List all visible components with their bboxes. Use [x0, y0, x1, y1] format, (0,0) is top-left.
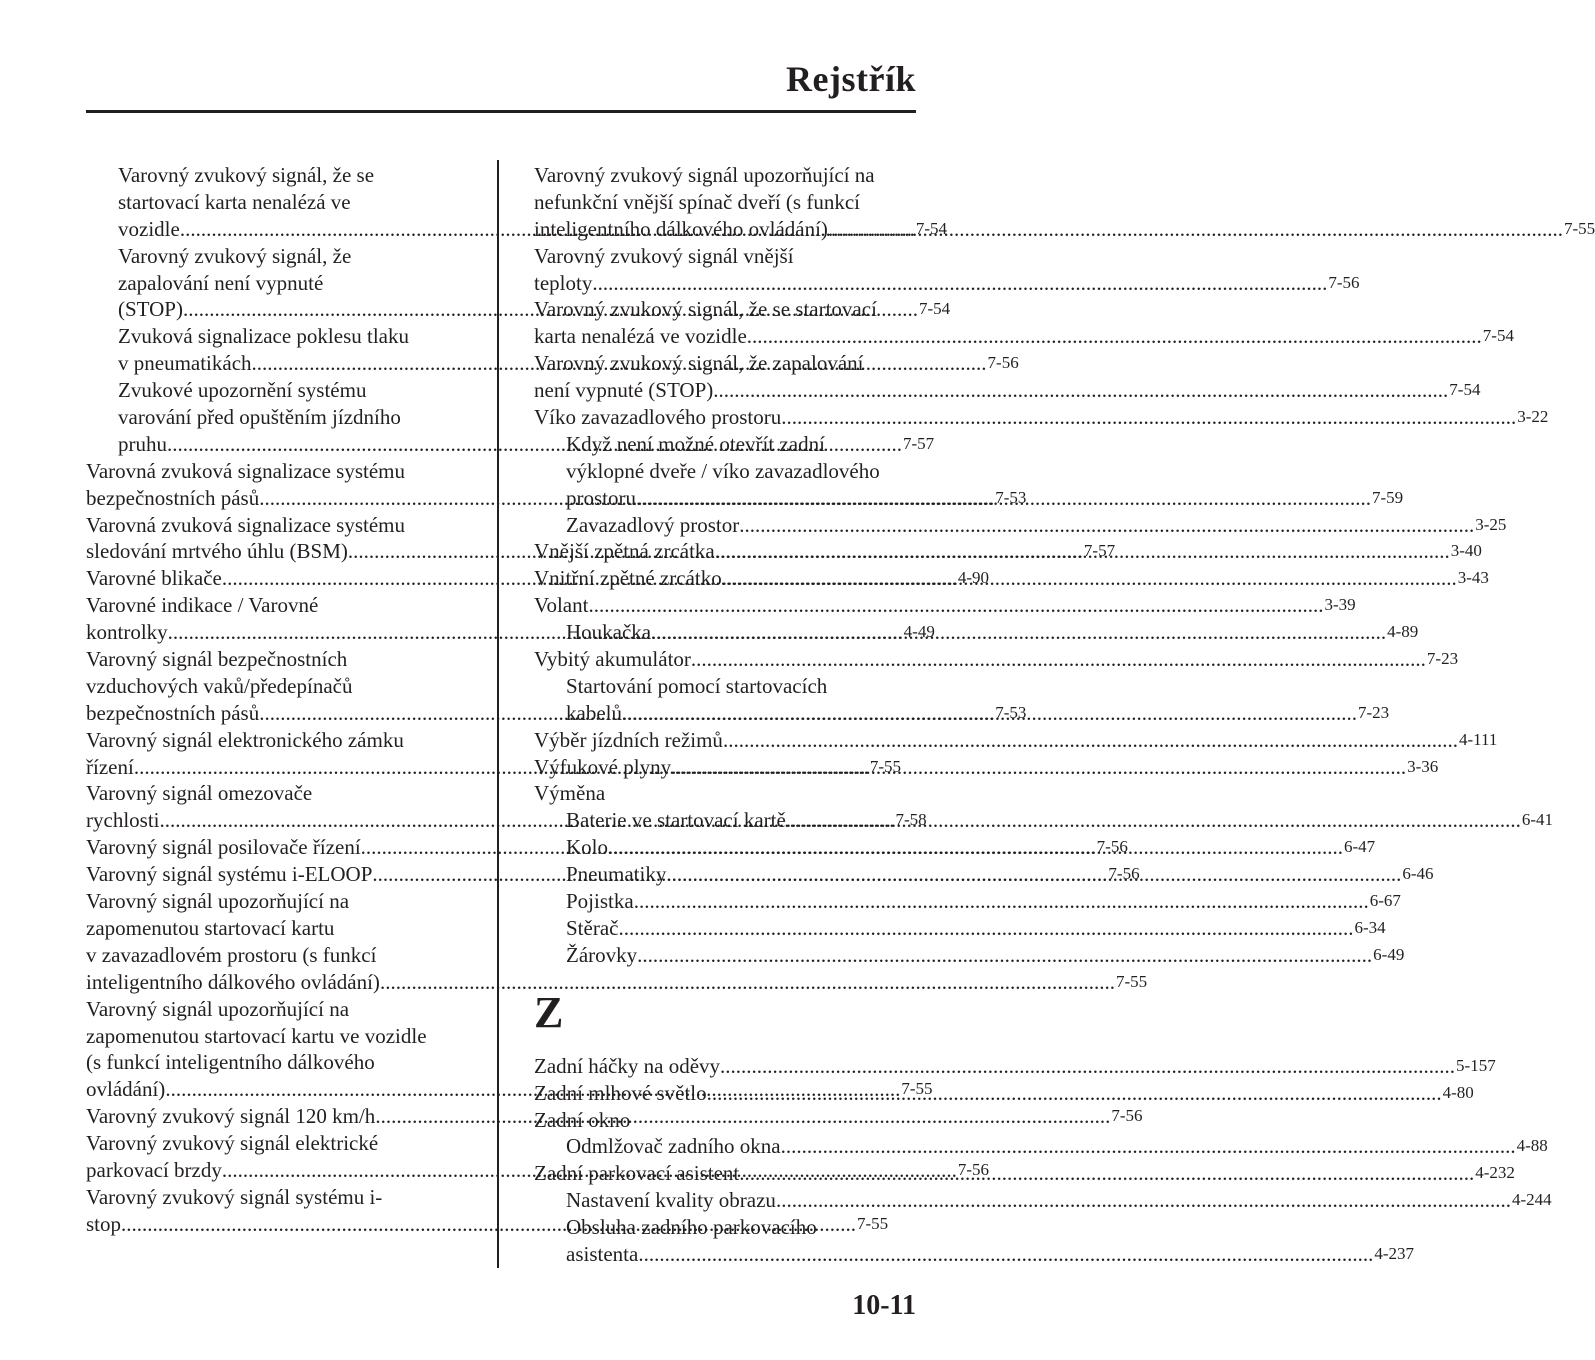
- entry-text: asistenta: [566, 1241, 639, 1266]
- entry-text: Víko zavazadlového prostoru: [534, 405, 782, 430]
- entry-text: není vypnuté (STOP): [534, 378, 714, 403]
- entry-text: bezpečnostních pásů: [86, 700, 260, 725]
- dot-leader: [634, 888, 1369, 915]
- entry-text: Žárovky: [566, 942, 638, 967]
- dot-leader: [715, 538, 1450, 565]
- page-number: 10-11: [852, 1290, 916, 1321]
- entry-text: nefunkční vnější spínač dveří (s funkcí: [534, 189, 860, 214]
- page-reference: 7-57: [903, 433, 935, 453]
- dot-leader: [776, 1187, 1511, 1214]
- entry-text: Zadní okno: [534, 1107, 631, 1132]
- entry-text: Zadní mlhové světlo: [534, 1080, 707, 1105]
- entry-text: inteligentního dálkového ovládání): [534, 216, 828, 241]
- page-reference: 6-34: [1354, 917, 1386, 937]
- index-entry: [534, 727, 1498, 754]
- entry-text: Baterie ve startovací kartě: [566, 808, 786, 833]
- entry-text: sledování mrtvého úhlu (BSM): [86, 539, 348, 564]
- dot-leader: [608, 834, 1343, 861]
- page-reference: 7-54: [918, 299, 951, 319]
- index-subentry: [534, 1133, 1548, 1160]
- entry-text: Varovný zvukový signál, že se startovací: [534, 297, 877, 322]
- page-reference: 6-67: [1369, 891, 1401, 911]
- index-entry: [534, 162, 912, 189]
- dot-leader: [739, 1160, 1474, 1187]
- index-entry: [86, 888, 464, 915]
- entry-text: bezpečnostních pásů: [86, 485, 260, 510]
- page-reference: 7-59: [1372, 487, 1404, 507]
- entry-text: Zvuková signalizace poklesu tlaku: [118, 324, 409, 349]
- entry-text: ovládání): [86, 1077, 166, 1102]
- entry-text: Varovná zvuková signalizace systému: [86, 458, 405, 483]
- page-header-title: Rejstřík: [786, 59, 916, 99]
- entry-text: Varovný zvukový signál, že zapalování: [534, 351, 864, 376]
- index-entry: [86, 458, 464, 485]
- page-reference: 4-111: [1458, 729, 1498, 749]
- page-reference: 7-55: [869, 756, 901, 776]
- page-reference: 4-232: [1475, 1163, 1515, 1183]
- page-reference: 6-47: [1344, 837, 1376, 857]
- entry-text: Houkačka: [566, 620, 652, 645]
- dot-leader: [588, 592, 1323, 619]
- entry-text: Zavazadlový prostor: [566, 512, 740, 537]
- entry-text: Kolo: [566, 835, 608, 860]
- index-subentry: [534, 673, 912, 700]
- entry-text: Varovný zvukový signál upozorňující na: [534, 163, 875, 187]
- page-reference: 3-25: [1475, 514, 1507, 534]
- index-entry: [86, 969, 1148, 996]
- entry-text: startovací karta nenalézá ve: [118, 189, 351, 214]
- entry-text: Varovný zvukový signál 120 km/h: [86, 1104, 376, 1129]
- dot-leader: [713, 377, 1448, 404]
- entry-text: Varovná zvuková signalizace systému: [86, 512, 405, 537]
- entry-text: teploty: [534, 270, 593, 295]
- entry-text: Varovný signál bezpečnostních: [86, 647, 348, 672]
- page-reference: 7-53: [995, 702, 1027, 722]
- index-subentry: [86, 189, 464, 216]
- index-subentry: [534, 942, 1405, 969]
- entry-text: Vnitřní zpětné zrcátko: [534, 566, 722, 591]
- dot-leader: [720, 1053, 1455, 1080]
- dot-leader: [618, 915, 1353, 942]
- page-reference: 3-22: [1517, 407, 1549, 427]
- entry-text: řízení: [86, 754, 134, 779]
- entry-text: Stěrač: [566, 915, 619, 940]
- index-entry: [534, 323, 1514, 350]
- index-entry: [86, 996, 464, 1023]
- section-letter: Z: [534, 987, 564, 1037]
- entry-text: Varovný signál upozorňující na: [86, 889, 350, 914]
- index-entry: [86, 512, 464, 539]
- entry-text: vzduchových vaků/předepínačů: [86, 673, 353, 698]
- page-reference: 6-49: [1373, 944, 1405, 964]
- page-reference: 3-36: [1407, 756, 1439, 776]
- index-entry: [86, 780, 464, 807]
- entry-text: (STOP): [118, 297, 183, 322]
- entry-text: prostoru: [566, 485, 636, 510]
- entry-text: Nastavení kvality obrazu: [566, 1188, 776, 1213]
- page-reference: 7-56: [957, 1159, 990, 1179]
- index-entry: [534, 270, 1360, 297]
- page-reference: 7-56: [1108, 864, 1140, 884]
- index-entry: [534, 189, 912, 216]
- entry-text: inteligentního dálkového ovládání): [86, 969, 380, 994]
- page-reference: 5-157: [1456, 1055, 1496, 1075]
- dot-leader: [707, 1080, 1442, 1107]
- page-reference: 4-80: [1442, 1082, 1474, 1102]
- index-entry: [86, 1023, 464, 1050]
- entry-text: zapomenutou startovací kartu: [86, 915, 335, 940]
- dot-leader: [637, 942, 1372, 969]
- page-reference: 4-90: [957, 568, 990, 588]
- dot-leader: [781, 404, 1516, 431]
- entry-text: výklopné dveře / víko zavazadlového: [566, 458, 880, 483]
- entry-text: Varovný signál elektronického zámku: [86, 727, 404, 752]
- entry-text: Obsluha zadního parkovacího: [566, 1215, 817, 1240]
- index-subentry: [534, 807, 1553, 834]
- index-entry: [534, 780, 912, 807]
- entry-text: zapomenutou startovací kartu ve vozidle: [86, 1023, 427, 1048]
- index-subentry: [534, 1187, 1552, 1214]
- entry-text: Zadní parkovací asistent: [534, 1161, 740, 1186]
- dot-leader: [592, 270, 1327, 297]
- page-reference: 7-56: [1328, 272, 1360, 292]
- page-reference: 4-244: [1511, 1190, 1552, 1210]
- entry-text: Varovný signál systému i-ELOOP: [86, 862, 373, 887]
- index-subentry: [534, 915, 1386, 942]
- page-reference: 7-56: [1096, 837, 1128, 857]
- index-subentry: [534, 431, 912, 458]
- index-entry: [534, 350, 912, 377]
- index-subentry: [534, 1214, 912, 1241]
- index-subentry: [86, 162, 464, 189]
- dot-leader: [671, 754, 1406, 781]
- page-reference: 7-53: [995, 487, 1027, 507]
- entry-text: Když není možné otevřít zadní: [566, 431, 825, 456]
- page-reference: 4-88: [1516, 1136, 1548, 1156]
- entry-text: rychlosti: [86, 808, 160, 833]
- dot-leader: [636, 485, 1371, 512]
- dot-leader: [651, 619, 1386, 646]
- entry-text: Varovné blikače: [86, 566, 222, 591]
- page-reference: 7-55: [1115, 971, 1148, 991]
- dot-leader: [739, 512, 1474, 539]
- entry-text: kabelů: [566, 700, 622, 725]
- entry-text: Pneumatiky: [566, 862, 667, 887]
- entry-text: kontrolky: [86, 620, 168, 645]
- dot-leader: [722, 565, 1457, 592]
- entry-text: parkovací brzdy: [86, 1157, 222, 1182]
- index-subentry: [534, 512, 1507, 539]
- entry-text: Varovný signál upozorňující na: [86, 996, 350, 1021]
- dot-leader: [691, 646, 1426, 673]
- page-reference: 7-55: [857, 1213, 889, 1233]
- dot-leader: [638, 1241, 1373, 1268]
- index-entry: [86, 1049, 464, 1076]
- page-reference: 7-55: [901, 1079, 933, 1099]
- page-reference: 7-55: [1563, 218, 1595, 238]
- entry-text: (s funkcí inteligentního dálkového: [86, 1050, 375, 1075]
- page-reference: 7-57: [1083, 541, 1116, 561]
- dot-leader: [723, 727, 1458, 754]
- index-entry: [534, 1107, 912, 1134]
- entry-text: Výměna: [534, 781, 606, 806]
- index-subentry: [86, 323, 464, 350]
- index-entry: [86, 646, 464, 673]
- dot-leader: [781, 1133, 1516, 1160]
- page-reference: 7-23: [1357, 702, 1390, 722]
- entry-text: zapalování není vypnuté: [118, 270, 324, 295]
- page-reference: 6-46: [1402, 864, 1434, 884]
- index-entry: [534, 243, 912, 270]
- index-entry: [534, 296, 912, 323]
- entry-text: pruhu: [118, 431, 167, 456]
- index-entry: [86, 592, 464, 619]
- entry-text: karta nenalézá ve vozidle: [534, 324, 747, 349]
- entry-text: Výběr jízdních režimů: [534, 727, 723, 752]
- entry-text: Varovný signál omezovače: [86, 781, 313, 806]
- column-divider: [497, 160, 499, 1268]
- index-entry: [534, 592, 1356, 619]
- entry-text: Zadní háčky na oděvy: [534, 1053, 721, 1078]
- index-subentry: [86, 270, 464, 297]
- index-entry: [86, 915, 464, 942]
- page-reference: 7-54: [1482, 326, 1514, 346]
- index-entry: [86, 727, 464, 754]
- index-entry: [86, 1184, 464, 1211]
- index-entry: [86, 942, 464, 969]
- index-entry: [534, 646, 1459, 673]
- entry-text: vozidle: [118, 216, 180, 241]
- page-reference: 4-89: [1387, 622, 1419, 642]
- entry-text: Varovný zvukový signál, že se: [118, 163, 375, 187]
- page-reference: 3-40: [1450, 541, 1482, 561]
- page-reference: 3-43: [1457, 568, 1489, 588]
- entry-text: varování před opuštěním jízdního: [118, 405, 401, 430]
- index-subentry: [86, 404, 464, 431]
- index-subentry: [86, 243, 464, 270]
- entry-text: Vybitý akumulátor: [534, 647, 691, 672]
- index-subentry: [534, 888, 1401, 915]
- entry-text: Pojistka: [566, 889, 634, 914]
- dot-leader: [786, 807, 1521, 834]
- dot-leader: [828, 216, 1563, 243]
- entry-text: Varovný zvukový signál vnější: [534, 243, 794, 268]
- page-reference: 7-56: [1111, 1106, 1143, 1126]
- page-reference: 6-41: [1521, 810, 1553, 830]
- dot-leader: [666, 861, 1401, 888]
- dot-leader: [747, 323, 1482, 350]
- header-rule: [86, 110, 916, 113]
- index-entry: [534, 754, 1439, 781]
- entry-text: Výfukové plyny: [534, 754, 672, 779]
- entry-text: Varovný zvukový signál elektrické: [86, 1131, 379, 1156]
- entry-text: Varovný zvukový signál systému i-: [86, 1184, 383, 1209]
- page-reference: 7-54: [915, 218, 947, 238]
- index-entry: [86, 1130, 464, 1157]
- entry-text: Varovný zvukový signál, že: [118, 243, 352, 268]
- index-subentry: [534, 1241, 1414, 1268]
- entry-text: Varovné indikace / Varovné: [86, 593, 319, 618]
- page-reference: 3-39: [1324, 595, 1356, 615]
- entry-text: stop: [86, 1211, 122, 1236]
- page-reference: 7-23: [1426, 649, 1459, 669]
- index-subentry: [534, 458, 912, 485]
- entry-text: Vnější zpětná zrcátka: [534, 539, 715, 564]
- entry-text: Varovný signál posilovače řízení: [86, 835, 361, 860]
- entry-text: Startování pomocí startovacích: [566, 673, 828, 698]
- page-reference: 7-58: [895, 810, 927, 830]
- index-subentry: [86, 377, 464, 404]
- index-entry: [534, 377, 1481, 404]
- entry-text: Odmlžovač zadního okna: [566, 1134, 781, 1159]
- entry-text: Zvukové upozornění systému: [118, 378, 367, 403]
- page-reference: 4-49: [903, 622, 935, 642]
- index-entry: [534, 1053, 1496, 1080]
- page-reference: 7-54: [1449, 380, 1481, 400]
- index-entry: [86, 673, 464, 700]
- entry-text: v pneumatikách: [118, 351, 252, 376]
- page-reference: 7-56: [987, 353, 1019, 373]
- entry-text: v zavazadlovém prostoru (s funkcí: [86, 942, 377, 967]
- entry-text: Volant: [534, 593, 589, 618]
- page-reference: 4-237: [1374, 1243, 1414, 1263]
- index-entry: [534, 404, 1549, 431]
- dot-leader: [622, 700, 1357, 727]
